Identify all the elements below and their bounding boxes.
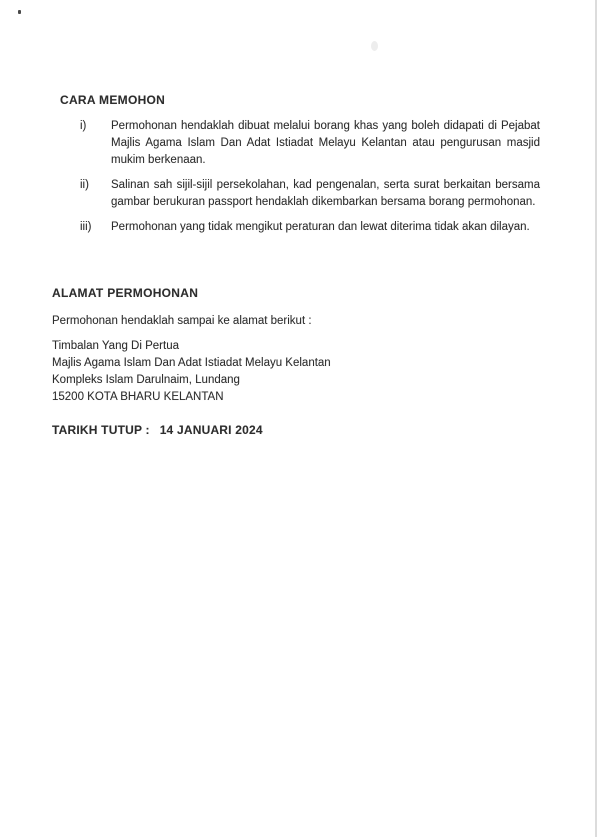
apply-instructions-list bbox=[80, 118, 540, 244]
address-line: Kompleks Islam Darulnaim, Lundang bbox=[52, 374, 240, 386]
list-item-text: Salinan sah sijil-sijil persekolahan, kad pengenalan, serta surat berkaitan bersama gambar berukuran passport hendaklah dikembarkan bersama borang permohonan. bbox=[111, 179, 540, 208]
list-item bbox=[80, 118, 540, 169]
list-item bbox=[80, 177, 540, 211]
list-item bbox=[80, 219, 540, 236]
address-line: Majlis Agama Islam Dan Adat Istiadat Melayu Kelantan bbox=[52, 357, 331, 369]
address-block bbox=[52, 338, 331, 406]
address-intro-text: Permohonan hendaklah sampai ke alamat berikut : bbox=[52, 315, 312, 327]
heading-alamat-permohonan: ALAMAT PERMOHONAN bbox=[52, 286, 199, 300]
heading-cara-memohon: CARA MEMOHON bbox=[60, 93, 166, 107]
scan-smudge-artifact bbox=[371, 41, 378, 51]
address-line: Timbalan Yang Di Pertua bbox=[52, 340, 179, 352]
scan-speck-artifact bbox=[18, 10, 21, 14]
list-marker: ii) bbox=[80, 179, 89, 191]
scan-edge-shadow bbox=[595, 0, 597, 837]
closing-date-value: 14 JANUARI 2024 bbox=[159, 423, 263, 437]
closing-date-line bbox=[52, 423, 263, 437]
closing-date-label: TARIKH TUTUP : bbox=[52, 423, 150, 437]
address-line: 15200 KOTA BHARU KELANTAN bbox=[52, 391, 224, 403]
list-item-text: Permohonan hendaklah dibuat melalui borang khas yang boleh didapati di Pejabat Majlis Agama Islam Dan Adat Istiadat Melayu Kelantan atau pengurusan masjid mukim berkenaan. bbox=[111, 120, 540, 166]
list-marker: i) bbox=[80, 120, 87, 132]
list-marker: iii) bbox=[80, 221, 92, 233]
list-item-text: Permohonan yang tidak mengikut peraturan dan lewat diterima tidak akan dilayan. bbox=[111, 221, 530, 233]
